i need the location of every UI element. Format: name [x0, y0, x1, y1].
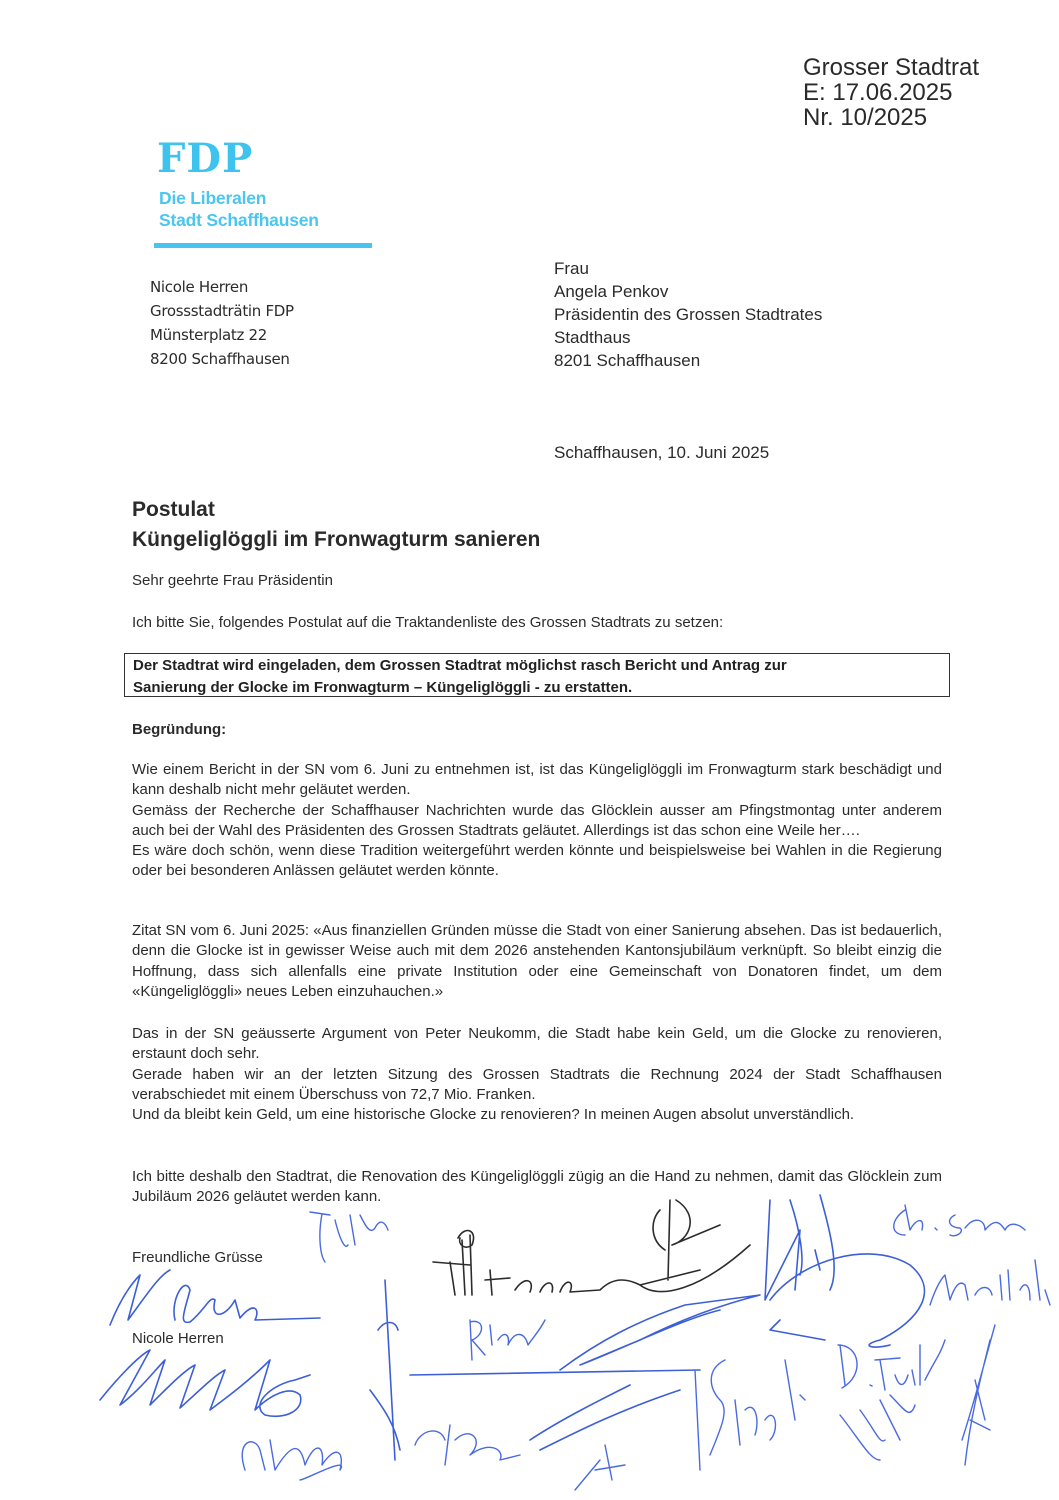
justification-paragraph-3 — [132, 1024, 942, 1125]
paragraph-sentence: Und da bleibt kein Geld, um eine historische Glocke zu renovieren? In meinen Augen absolut unverständlich. — [132, 1106, 855, 1124]
logo-line-1: Die Liberalen — [159, 188, 267, 208]
signature-furter — [838, 1340, 945, 1460]
document-title — [132, 495, 540, 555]
signature-top-small — [310, 1212, 388, 1262]
stamp-number: Nr. 10/2025 — [803, 104, 928, 131]
paragraph-sentence: Zitat SN vom 6. Juni 2025: «Aus finanziellen Gründen müsse die Stadt von einer Sanierung absehen. Das ist bedauerlich, denn die Glocke ist in gewisser Weise auch mit dem 2026 anstehenden Kantonsjubiläum verknüpft. So bleibt einzig die Hoffnung, dass sich allenfalls eine private Institution oder eine Gemeinschaft von Donatoren findet, um dem «Küngeliglöggli» neues Leben einzuhauchen.» — [132, 922, 942, 1000]
date-line: Schaffhausen, 10. Juni 2025 — [554, 443, 770, 462]
recipient-address — [554, 257, 822, 372]
title-type: Postulat — [132, 498, 215, 521]
title-subject: Küngeliglöggli im Fronwagturm sanieren — [132, 528, 541, 551]
recipient-name: Angela Penkov — [554, 282, 669, 301]
paragraph-sentence: Gemäss der Recherche der Schaffhauser Nachrichten wurde das Glöcklein ausser am Pfingstmontag unter anderem auch bei der Wahl des Präsidenten des Grossen Stadtrats geläutet. Allerdings ist das schon eine Weile her…. — [132, 801, 942, 839]
signature-rlam — [410, 1320, 700, 1375]
paragraph-sentence: Das in der SN geäusserte Argument von Peter Neukomm, die Stadt habe kein Geld, um die Glocke zu renovieren, erstaunt doch sehr. — [132, 1025, 942, 1063]
recipient-city: 8201 Schaffhausen — [554, 351, 701, 370]
recipient-building: Stadthaus — [554, 328, 631, 347]
intro-text: Ich bitte Sie, folgendes Postulat auf die Traktandenliste des Grossen Stadtrats zu setzen: — [132, 614, 724, 631]
signature-diagonal — [415, 1295, 760, 1490]
stamp-received-date: E: 17.06.2025 — [803, 79, 953, 106]
signature-schwaninger — [894, 1205, 1025, 1236]
logo-underline-bar — [154, 243, 372, 248]
signature-herren — [110, 1270, 320, 1325]
justification-heading: Begründung: — [132, 721, 227, 738]
paragraph-sentence: Wie einem Bericht in der SN vom 6. Juni zu entnehmen ist, ist das Küngeliglöggli im Fronwagturm stark beschädigt und kann deshalb nicht mehr geläutet werden. — [132, 761, 942, 799]
sender-street: Münsterplatz 22 — [150, 326, 268, 344]
party-logo: FDP — [157, 135, 254, 182]
request-line-1: Der Stadtrat wird eingeladen, dem Grossen Stadtrat möglichst rasch Bericht und Antrag zur — [133, 657, 787, 674]
sender-name: Nicole Herren — [150, 278, 249, 296]
recipient-role: Präsidentin des Grossen Stadtrates — [554, 305, 823, 324]
justification-paragraph-1 — [132, 760, 942, 882]
paragraph-sentence: Ich bitte deshalb den Stadtrat, die Renovation des Küngeliglöggli zügig an die Hand zu nehmen, damit das Glöcklein zum Jubiläum 2026 geläutet werden kann. — [132, 1168, 942, 1206]
salutation: Sehr geehrte Frau Präsidentin — [132, 572, 333, 589]
signature-frick — [930, 1260, 1050, 1305]
party-logo-subtitle — [159, 187, 319, 231]
signature-far-right — [962, 1325, 995, 1465]
signer-name: Nicole Herren — [132, 1330, 224, 1347]
sender-city: 8200 Schaffhausen — [150, 350, 290, 368]
stamp-office: Grosser Stadtrat — [803, 54, 980, 81]
justification-paragraph-2-quote — [132, 921, 942, 1002]
signature-schlecht — [695, 1360, 805, 1470]
paragraph-sentence: Es wäre doch schön, wenn diese Tradition weitergeführt werden könnte und beispielsweise bei Wahlen in die Regierung oder bei besonderen Anlässen geläutet werden könnte. — [132, 842, 942, 880]
signature-vertical — [370, 1280, 400, 1460]
sender-address — [150, 275, 294, 371]
sender-role: Grossstadträtin FDP — [150, 302, 294, 320]
request-line-2: Sanierung der Glocke im Fronwagturm – Küngeliglöggli - zu erstatten. — [133, 679, 633, 696]
closing-request-paragraph — [132, 1167, 942, 1208]
signature-tall-loop — [765, 1195, 924, 1347]
registration-stamp — [803, 55, 979, 130]
recipient-salutation: Frau — [554, 259, 589, 278]
postulate-request-box — [124, 653, 950, 697]
closing-greeting: Freundliche Grüsse — [132, 1249, 263, 1266]
signature-hardmeier — [433, 1200, 750, 1295]
signature-bottom-left — [100, 1350, 341, 1480]
logo-line-2: Stadt Schaffhausen — [159, 210, 319, 230]
paragraph-sentence: Gerade haben wir an der letzten Sitzung des Grossen Stadtrats die Rechnung 2024 der Stadt Schaffhausen verabschiedet mit einem Überschuss von 72,7 Mio. Franken. — [132, 1065, 942, 1103]
